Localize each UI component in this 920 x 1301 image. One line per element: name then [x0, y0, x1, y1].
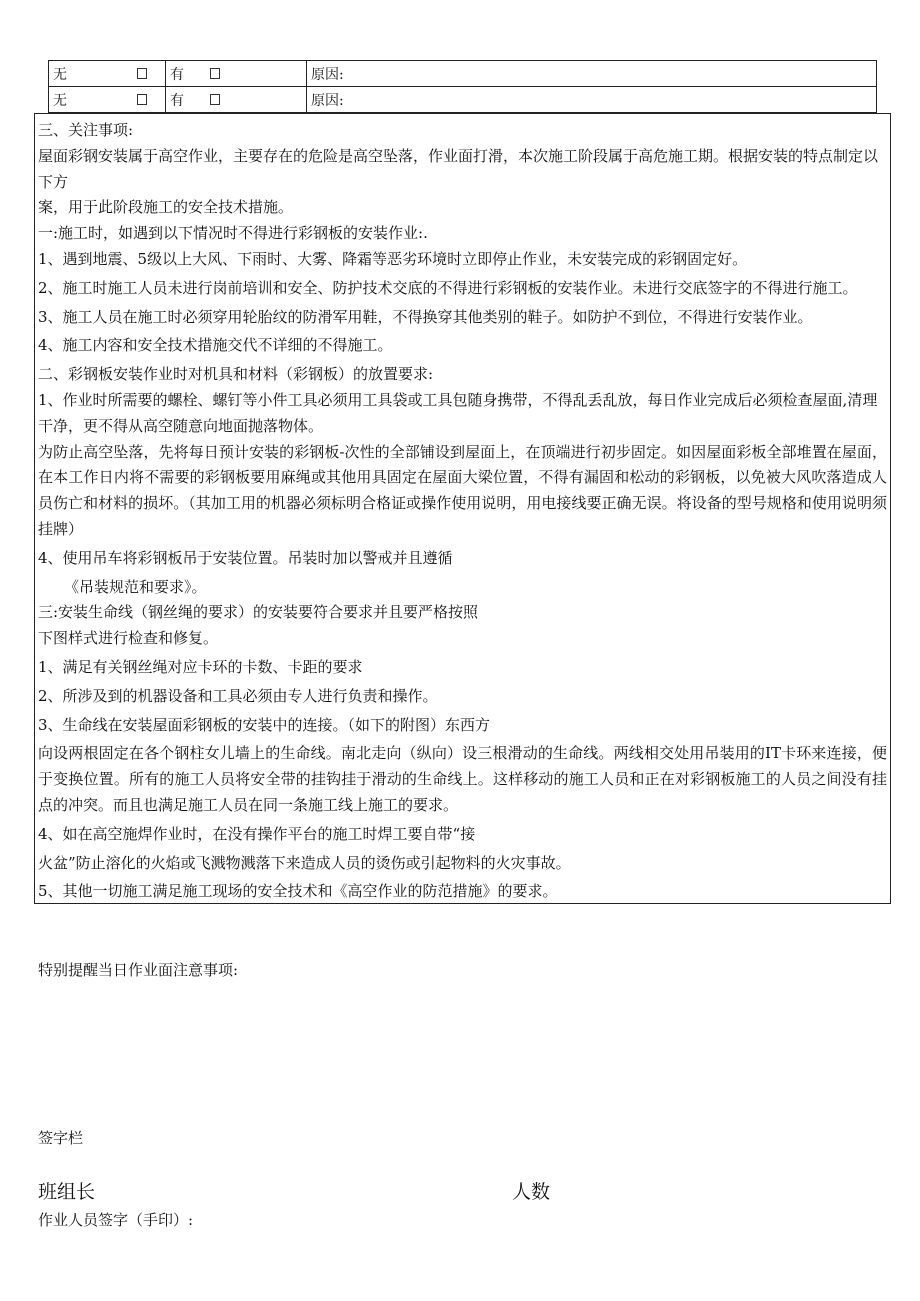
paragraph-line: 屋面彩钢安装属于高空作业，主要存在的危险是高空坠落，作业面打滑，本次施工阶段属于高危施工期。根据安装的特点制定以下方: [38, 146, 879, 191]
paragraph-line: 下图样式进行检查和修复。: [38, 629, 219, 648]
yes-cell[interactable]: [166, 61, 307, 87]
section-heading: 二、彩钢板安装作业时对机具和材料（彩钢板）的放置要求:: [38, 365, 434, 384]
paragraph-line: 向设两根固定在各个钢柱女儿墙上的生命线。南北走向（纵向）设三根滑动的生命线。两线相交处用吊装用的IT卡环来连接，便于变换位置。所有的施工人员将安全带的挂钩挂于滑动的生命线上。这样移动的施工人员和正在对彩钢板施工的人员之间没有挂点的冲突。而且也满足施工人员在同一条施工线上施工的要求。: [38, 744, 887, 814]
checkbox[interactable]: [210, 94, 220, 105]
list-item: 1、满足有关钢丝绳对应卡环的卡数、卡距的要求: [38, 657, 363, 676]
list-item: 5、其他一切施工满足施工现场的安全技术和《高空作业的防范措施》的要求。: [38, 882, 558, 901]
list-item: 4、施工内容和安全技术措施交代不详细的不得施工。: [38, 336, 393, 355]
section-heading: 三:安装生命线（钢丝绳的要求）的安装要符合要求并且要严格按照: [38, 603, 479, 622]
checkbox[interactable]: [210, 68, 220, 79]
team-leader-label: 班组长: [38, 1181, 96, 1203]
yes-cell[interactable]: [166, 87, 307, 113]
yes-label: 有: [170, 92, 184, 109]
safety-notes-box: [34, 113, 891, 904]
yes-label: 有: [170, 66, 184, 83]
paragraph-line: 一:施工时，如遇到以下情况时不得进行彩钢板的安装作业:.: [38, 224, 428, 243]
checkbox[interactable]: [137, 68, 147, 79]
table-row: [49, 87, 877, 113]
headcount-label: 人数: [512, 1181, 551, 1203]
list-item: 2、所涉及到的机器设备和工具必须由专人进行负责和操作。: [38, 686, 438, 705]
paragraph-line: 为防止高空坠落，先将每日预计安装的彩钢板-次性的全部铺设到屋面上，在顶端进行初步固定。如因屋面彩板全部堆置在屋面，在本工作日内将不需要的彩钢板要用麻绳或其他用具固定在屋面大梁位置，不得有漏固和松动的彩钢板，以免被大风吹落造成人员伤亡和材料的损坏。（其加工用的机器必须标明合格证或操作使用说明，用电接线要正确无误。将设备的型号规格和使用说明须挂牌）: [38, 442, 887, 538]
paragraph-line: 案，用于此阶段施工的安全技术措施。: [38, 198, 294, 217]
list-item: 1、遇到地震、5级以上大风、下雨时、大雾、降霜等恶劣环境时立即停止作业，未安装完成的彩钢固定好。: [38, 249, 748, 268]
table-row: [49, 61, 877, 87]
list-item: 3、生命线在安装屋面彩钢板的安装中的连接。（如下的附图）东西方: [38, 715, 491, 734]
worker-signature-label: 作业人员签字（手印）:: [38, 1211, 194, 1229]
paragraph-line: 《吊装规范和要求》。: [64, 577, 207, 596]
daily-reminder-label: 特别提醒当日作业面注意事项:: [38, 961, 239, 979]
signature-section-title: 签字栏: [38, 1129, 84, 1147]
no-cell[interactable]: [49, 87, 166, 113]
no-label: 无: [53, 92, 67, 109]
checkbox[interactable]: [137, 94, 147, 105]
list-item: 4、使用吊车将彩钢板吊于安装位置。吊装时加以警戒并且遵循: [38, 548, 453, 567]
list-item: 1、作业时所需要的螺栓、螺钉等小件工具必须用工具袋或工具包随身携带，不得乱丢乱放，每日作业完成后必须检查屋面,清理干净，更不得从高空随意向地面抛落物体。: [38, 390, 878, 435]
section-heading: 三、关注事项:: [38, 121, 134, 139]
list-item: 2、施工时施工人员未进行岗前培训和安全、防护技术交底的不得进行彩钢板的安装作业。未进行交底签字的不得进行施工。: [38, 278, 858, 297]
reason-label: 原因:: [311, 66, 344, 83]
list-item: 4、如在高空施焊作业时，在没有操作平台的施工时焊工要自带“接: [38, 824, 476, 843]
reason-cell[interactable]: [307, 87, 877, 113]
status-table: [48, 60, 877, 113]
no-cell[interactable]: [49, 61, 166, 87]
reason-cell[interactable]: [307, 61, 877, 87]
reason-label: 原因:: [311, 92, 344, 109]
no-label: 无: [53, 66, 67, 83]
list-item: 3、施工人员在施工时必须穿用轮胎纹的防滑军用鞋，不得换穿其他类别的鞋子。如防护不到位，不得进行安装作业。: [38, 307, 813, 326]
paragraph-line: 火盆”防止溶化的火焰或飞溅物溅落下来造成人员的烫伤或引起物料的火灾事故。: [38, 853, 571, 872]
